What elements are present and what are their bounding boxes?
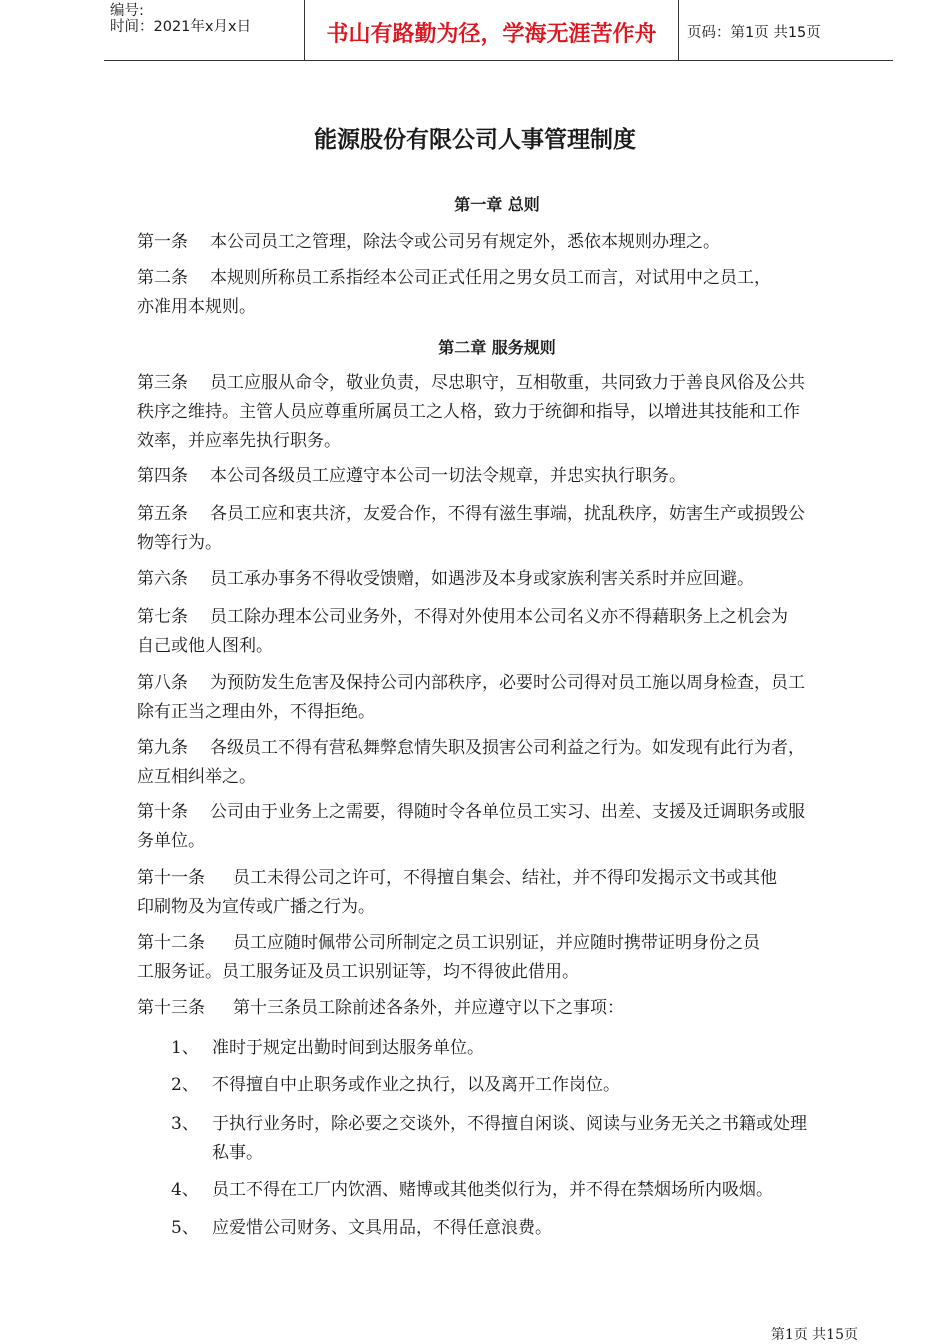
article-text: 自己或他人图利。 (137, 636, 273, 656)
article-text: 秩序之维持。主管人员应尊重所属员工之人格，致力于统御和指导，以增进其技能和工作 (137, 402, 800, 422)
article-text: 除有正当之理由外，不得拒绝。 (137, 702, 375, 722)
article-label: 第十二条 (137, 933, 205, 953)
article-9 (137, 734, 865, 792)
list-item-text: 私事。 (212, 1143, 263, 1163)
page-header (104, 0, 893, 61)
list-item-number: 1、 (171, 1038, 199, 1058)
date-label: 时间：2021年x月x日 (110, 19, 252, 35)
article-text: 公司由于业务上之需要，得随时令各单位员工实习、出差、支援及迁调职务或服 (210, 802, 805, 822)
article-label: 第九条 (137, 738, 188, 758)
chapter-heading: 第二章 服务规则 (438, 338, 556, 357)
article-text: 员工除办理本公司业务外，不得对外使用本公司名义亦不得藉职务上之机会为 (210, 607, 788, 627)
article-text: 本公司各级员工应遵守本公司一切法令规章，并忠实执行职务。 (210, 466, 686, 486)
article-13 (137, 994, 865, 1023)
article-text: 员工应服从命令，敬业负责，尽忠职守，互相敬重，共同致力于善良风俗及公共 (210, 373, 805, 393)
list-item-text: 准时于规定出勤时间到达服务单位。 (212, 1038, 484, 1058)
article-text: 员工应随时佩带公司所制定之员工识别证，并应随时携带证明身份之员 (233, 933, 760, 953)
article-label: 第十一条 (137, 868, 205, 888)
article-11 (137, 864, 865, 922)
article-8 (137, 669, 865, 727)
article-label: 第八条 (137, 673, 188, 693)
article-text: 第十三条员工除前述各条外，并应遵守以下之事项： (233, 998, 624, 1018)
article-text: 员工未得公司之许可，不得擅自集会、结社，并不得印发揭示文书或其他 (233, 868, 777, 888)
number-label: 编号: (110, 3, 144, 19)
article-text: 各级员工不得有营私舞弊怠情失职及损害公司利益之行为。如发现有此行为者， (210, 738, 805, 758)
article-label: 第六条 (137, 569, 188, 589)
header-motto: 书山有路勤为径，学海无涯苦作舟 (305, 0, 679, 60)
article-label: 第一条 (137, 232, 188, 252)
article-text: 本规则所称员工系指经本公司正式任用之男女员工而言，对试用中之员工， (210, 268, 771, 288)
article-2 (137, 264, 865, 322)
page-footer: 第1页 共15页 (770, 1327, 858, 1343)
header-page-label: 页码：第1页 共15页 (687, 25, 821, 41)
header-meta-cell (104, 0, 305, 60)
list-item-text: 员工不得在工厂内饮酒、赌博或其他类似行为，并不得在禁烟场所内吸烟。 (212, 1180, 773, 1200)
article-text: 效率，并应率先执行职务。 (137, 431, 341, 451)
list-item-number: 4、 (171, 1180, 199, 1200)
document-title: 能源股份有限公司人事管理制度 (314, 127, 636, 153)
article-7 (137, 603, 865, 661)
article-text: 员工承办事务不得收受馈赠，如遇涉及本身或家族利害关系时并应回避。 (210, 569, 754, 589)
article-text: 应互相纠举之。 (137, 767, 256, 787)
list-item-text: 不得擅自中止职务或作业之执行，以及离开工作岗位。 (212, 1075, 620, 1095)
article-10 (137, 798, 865, 856)
article-text: 为预防发生危害及保持公司内部秩序，必要时公司得对员工施以周身检查，员工 (210, 673, 805, 693)
article-text: 各员工应和衷共济，友爱合作，不得有滋生事端，扰乱秩序，妨害生产或损毁公 (210, 504, 805, 524)
article-text: 物等行为。 (137, 533, 222, 553)
chapter-heading: 第一章 总则 (454, 195, 540, 214)
article-1 (137, 228, 865, 257)
article-text: 印刷物及为宣传或广播之行为。 (137, 897, 375, 917)
article-text: 工服务证。员工服务证及员工识别证等，均不得彼此借用。 (137, 962, 579, 982)
article-text: 本公司员工之管理，除法令或公司另有规定外，悉依本规则办理之。 (210, 232, 720, 252)
article-label: 第五条 (137, 504, 188, 524)
list-item-text-block (212, 1110, 872, 1168)
article-label: 第二条 (137, 268, 188, 288)
article-label: 第四条 (137, 466, 188, 486)
article-text: 亦准用本规则。 (137, 297, 256, 317)
article-label: 第三条 (137, 373, 188, 393)
article-label: 第七条 (137, 607, 188, 627)
article-12 (137, 929, 865, 987)
list-item-text: 于执行业务时，除必要之交谈外，不得擅自闲谈、阅读与业务无关之书籍或处理 (212, 1114, 807, 1134)
article-label: 第十条 (137, 802, 188, 822)
article-4 (137, 462, 865, 491)
list-item-number: 5、 (171, 1218, 199, 1238)
list-item-number: 3、 (171, 1114, 199, 1134)
list-item-text: 应爱惜公司财务、文具用品，不得任意浪费。 (212, 1218, 552, 1238)
article-text: 务单位。 (137, 831, 205, 851)
list-item-number: 2、 (171, 1075, 199, 1095)
article-3 (137, 369, 865, 456)
article-6 (137, 565, 865, 594)
article-5 (137, 500, 865, 558)
article-label: 第十三条 (137, 998, 205, 1018)
